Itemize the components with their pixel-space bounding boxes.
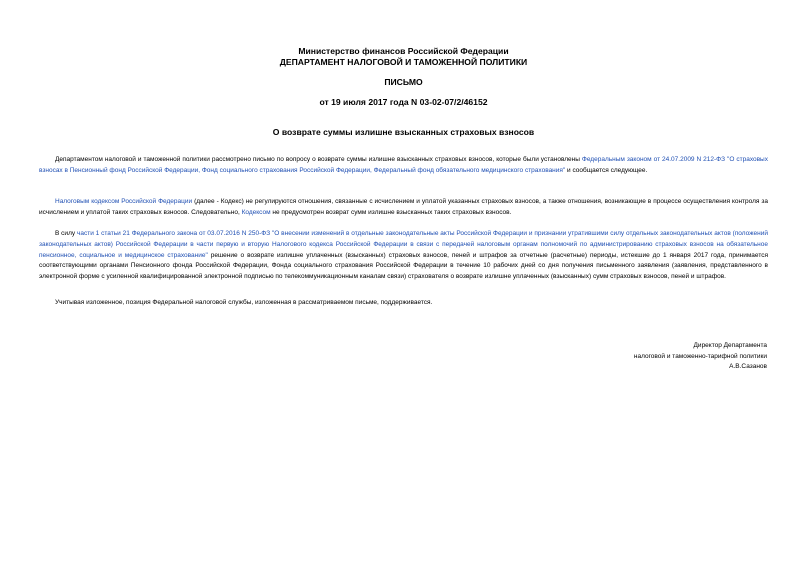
paragraph-4-text-1: Учитывая изложенное, позиция Федеральной налоговой службы, изложенная в рассматриваемом письме, поддерживается. xyxy=(55,299,433,306)
signature-position-line-2: налоговой и таможенно-тарифной политики xyxy=(633,352,767,360)
code-link[interactable]: Кодексом xyxy=(241,208,271,216)
tax-code-link[interactable]: Налоговым кодексом Российской Федерации xyxy=(55,198,193,205)
paragraph-2-text-1: (далее - Кодекс) не регулируются отношения, связанные с исчислением и уплатой указанных страховых взносов, а также отношения, возникающие в процессе осуществления контроля за исчислением и уплатой таких страховых взносов. Следовательно, xyxy=(39,198,768,216)
ministry-title: Министерство финансов Российской Федерации xyxy=(298,46,509,56)
paragraph-1-text-2: и сообщается следующее. xyxy=(565,166,648,174)
signature-name: А.В.Сазанов xyxy=(729,363,767,371)
paragraph-2 xyxy=(39,197,768,219)
paragraph-3-text-1: В силу xyxy=(55,230,77,237)
signature-block xyxy=(467,341,767,373)
paragraph-3 xyxy=(39,229,768,283)
paragraph-4 xyxy=(39,298,768,309)
department-title: ДЕПАРТАМЕНТ НАЛОГОВОЙ И ТАМОЖЕННОЙ ПОЛИТИКИ xyxy=(279,57,528,67)
law-250-fz-link[interactable]: части 1 статьи 21 Федерального закона от 03.07.2016 N 250-ФЗ "О внесении изменений в отдельные законодательные акты Российской Федерации и признании утратившими силу отдельных законодательных актов (положений законодательных актов) Российской Федерации в части первую и вторую Налогового кодекса Российской Федерации в связи с передачей налоговым органам полномочий по администрированию страховых взносов на обязательное пенсионное, социальное и медицинское страхование" xyxy=(39,230,768,259)
paragraph-1-text-1: Департаментом налоговой и таможенной политики рассмотрено письмо по вопросу о возврате суммы излишне взысканных страховых взносов, которые были установлены xyxy=(55,156,582,163)
paragraph-3-text-2: решение о возврате излишне уплаченных (взысканных) страховых взносов, пеней и штрафов за отчетные (расчетные) периоды, истекшие до 1 января 2017 года, принимается соответствующими органами Пенсионного фонда Российской Федерации, Фонда социального страхования Российской Федерации в течение 10 рабочих дней со дня получения письменного заявления (заявления, представленного в электронной форме с усиленной квалифицированной электронной подписью по телекоммуникационным каналам связи) страхователя о возврате излишне уплаченных (взысканных) сумм страховых взносов, пеней и штрафов. xyxy=(39,251,768,281)
document-subject: О возврате суммы излишне взысканных страховых взносов xyxy=(272,127,535,137)
paragraph-2-text-2: не предусмотрен возврат сумм излишне взысканных таких страховых взносов. xyxy=(270,208,512,216)
signature-position-line-1: Директор Департамента xyxy=(693,342,767,349)
document-date-number: от 19 июля 2017 года N 03-02-07/2/46152 xyxy=(319,97,488,107)
paragraph-1 xyxy=(39,155,768,177)
law-212-fz-link[interactable]: Федеральным законом от 24.07.2009 N 212-ФЗ "О страховых взносах в Пенсионный фонд Российской Федерации, Фонд социального страхования Российской Федерации, Федеральный фонд обязательного медицинского страхования" xyxy=(39,156,768,174)
document-type: ПИСЬМО xyxy=(384,77,423,87)
